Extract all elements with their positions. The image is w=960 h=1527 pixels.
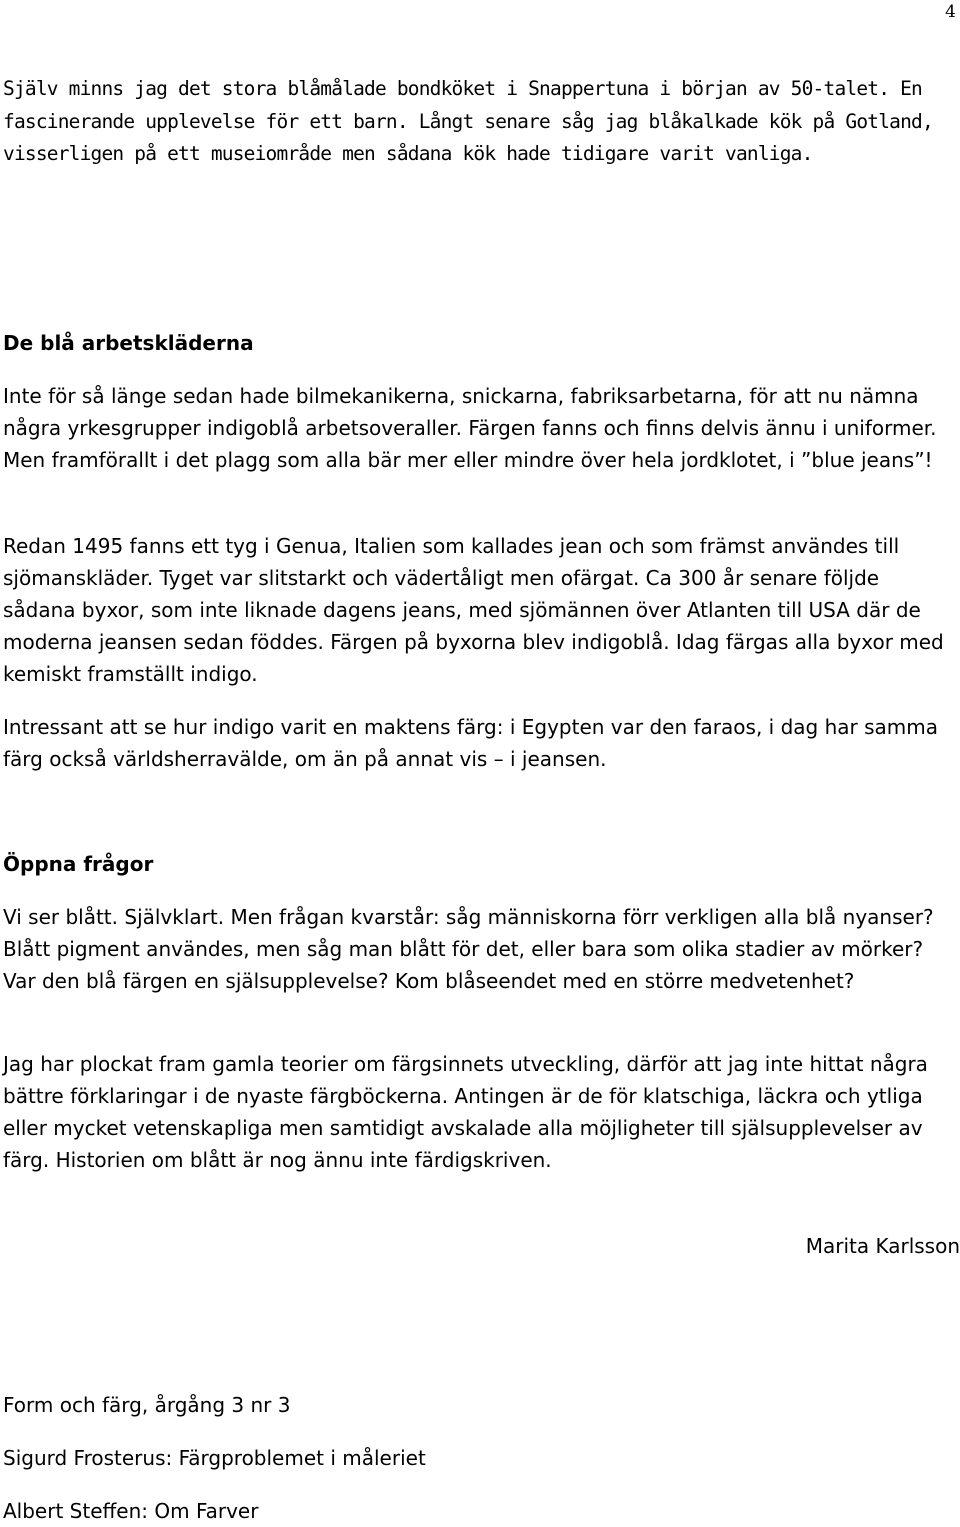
paragraph-work-clothes-2: Redan 1495 fanns ett tyg i Genua, Italien som kallades jean och som främst användes till sjömanskläder. Tyget var slitstarkt och vädertåligt men ofärgat. Ca 300 år senare följde sådana byxor, som inte liknade dagens jeans, med sjömännen över Atlanten till USA där de moderna jeansen sedan föddes. Färgen på byxorna blev indigoblå. Idag färgas alla byxor med kemiskt framställt indigo. (3, 534, 944, 686)
section-heading-work-clothes: De blå arbetskläderna (3, 331, 254, 355)
paragraph-open-questions-1: Vi ser blått. Självklart. Men frågan kvarstår: såg människorna förr verkligen alla blå nyanser? Blått pigment användes, men såg man blått för det, eller bara som olika stadier av mörker? Var den blå färgen en själsupplevelse? Kom blåseendet med en större medvetenhet? (3, 905, 934, 993)
reference-item: Form och färg, årgång 3 nr 3 (3, 1393, 291, 1417)
author-signature: Marita Karlsson (805, 1234, 960, 1258)
section-heading-open-questions: Öppna frågor (3, 852, 154, 876)
paragraph-work-clothes-1: Inte för så länge sedan hade bilmekanikerna, snickarna, fabriksarbetarna, för att nu nämna några yrkesgrupper indigoblå arbetsoveraller. Färgen fanns och finns delvis ännu i uniformer. Men framförallt i det plagg som alla bär mer eller mindre över hela jordklotet, i ”blue jeans”! (3, 384, 937, 472)
intro-paragraph: Själv minns jag det stora blåmålade bondköket i Snappertuna i början av 50-talet. En fascinerande upplevelse för ett barn. Långt senare såg jag blåkalkade kök på Gotland, visserligen på ett museiområde men sådana kök hade tidigare varit vanliga. (3, 77, 933, 165)
paragraph-work-clothes-3: Intressant att se hur indigo varit en maktens färg: i Egypten var den faraos, i dag har samma färg också världsherravälde, om än på annat vis – i jeansen. (3, 715, 938, 771)
paragraph-open-questions-2: Jag har plockat fram gamla teorier om färgsinnets utveckling, därför att jag inte hittat några bättre förklaringar i de nyaste färgböckerna. Antingen är de för klatschiga, läckra och ytliga eller mycket vetenskapliga men samtidigt avskalade alla möjligheter till själsupplevelser av färg. Historien om blått är nog ännu inte färdigskriven. (3, 1052, 928, 1172)
reference-item: Sigurd Frosterus: Färgproblemet i måleriet (3, 1446, 426, 1470)
reference-item: Albert Steffen: Om Farver (3, 1499, 259, 1523)
page-number: 4 (945, 2, 956, 22)
